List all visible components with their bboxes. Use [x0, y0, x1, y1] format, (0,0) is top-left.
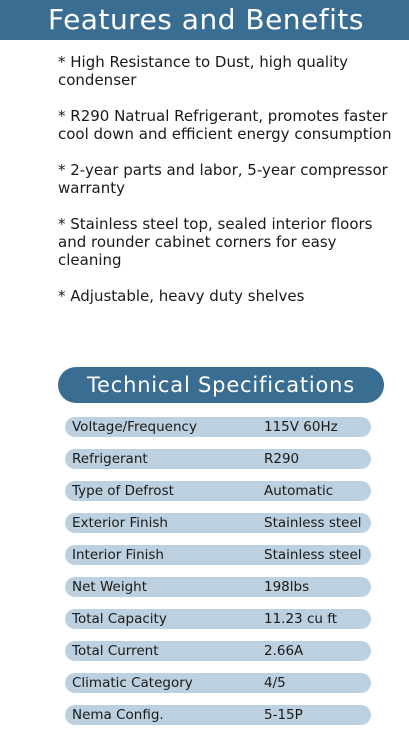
spec-value: 11.23 cu ft: [264, 611, 338, 627]
feature-item: * R290 Natrual Refrigerant, promotes faster cool down and efficient energy consumption: [58, 107, 392, 143]
feature-item: * Adjustable, heavy duty shelves: [58, 287, 305, 305]
spec-label: Total Current: [72, 643, 159, 659]
spec-label: Net Weight: [72, 579, 148, 595]
spec-value: 5-15P: [264, 707, 303, 723]
spec-row-total-capacity: [65, 609, 371, 629]
spec-value: 115V 60Hz: [264, 419, 338, 435]
spec-value: 4/5: [264, 675, 286, 691]
spec-value: 198lbs: [264, 579, 310, 595]
spec-label: Refrigerant: [72, 451, 148, 467]
spec-label: Voltage/Frequency: [72, 419, 197, 435]
spec-label: Nema Config.: [72, 707, 164, 723]
spec-value: Stainless steel: [264, 515, 362, 531]
specs-title: Technical Specifications: [58, 367, 384, 403]
spec-label: Climatic Category: [72, 675, 193, 691]
spec-row-total-current: [65, 641, 371, 661]
spec-label: Type of Defrost: [72, 483, 174, 499]
feature-item: * High Resistance to Dust, high quality condenser: [58, 53, 349, 89]
spec-value: 2.66A: [264, 643, 304, 659]
specs-table: [65, 417, 371, 737]
spec-label: Interior Finish: [72, 547, 164, 563]
spec-row-voltage: [65, 417, 371, 437]
features-title: Features and Benefits: [0, 0, 409, 40]
spec-row-climatic-category: [65, 673, 371, 693]
spec-label: Exterior Finish: [72, 515, 168, 531]
spec-value: Automatic: [264, 483, 334, 499]
spec-row-interior-finish: [65, 545, 371, 565]
spec-value: R290: [264, 451, 300, 467]
feature-item: * 2-year parts and labor, 5-year compressor warranty: [58, 161, 388, 197]
spec-value: Stainless steel: [264, 547, 362, 563]
spec-row-exterior-finish: [65, 513, 371, 533]
spec-row-defrost: [65, 481, 371, 501]
spec-row-nema-config: [65, 705, 371, 725]
spec-row-net-weight: [65, 577, 371, 597]
spec-label: Total Capacity: [72, 611, 167, 627]
feature-item: * Stainless steel top, sealed interior floors and rounder cabinet corners for easy cleaning: [58, 215, 373, 269]
spec-row-refrigerant: [65, 449, 371, 469]
features-list: [58, 53, 398, 323]
